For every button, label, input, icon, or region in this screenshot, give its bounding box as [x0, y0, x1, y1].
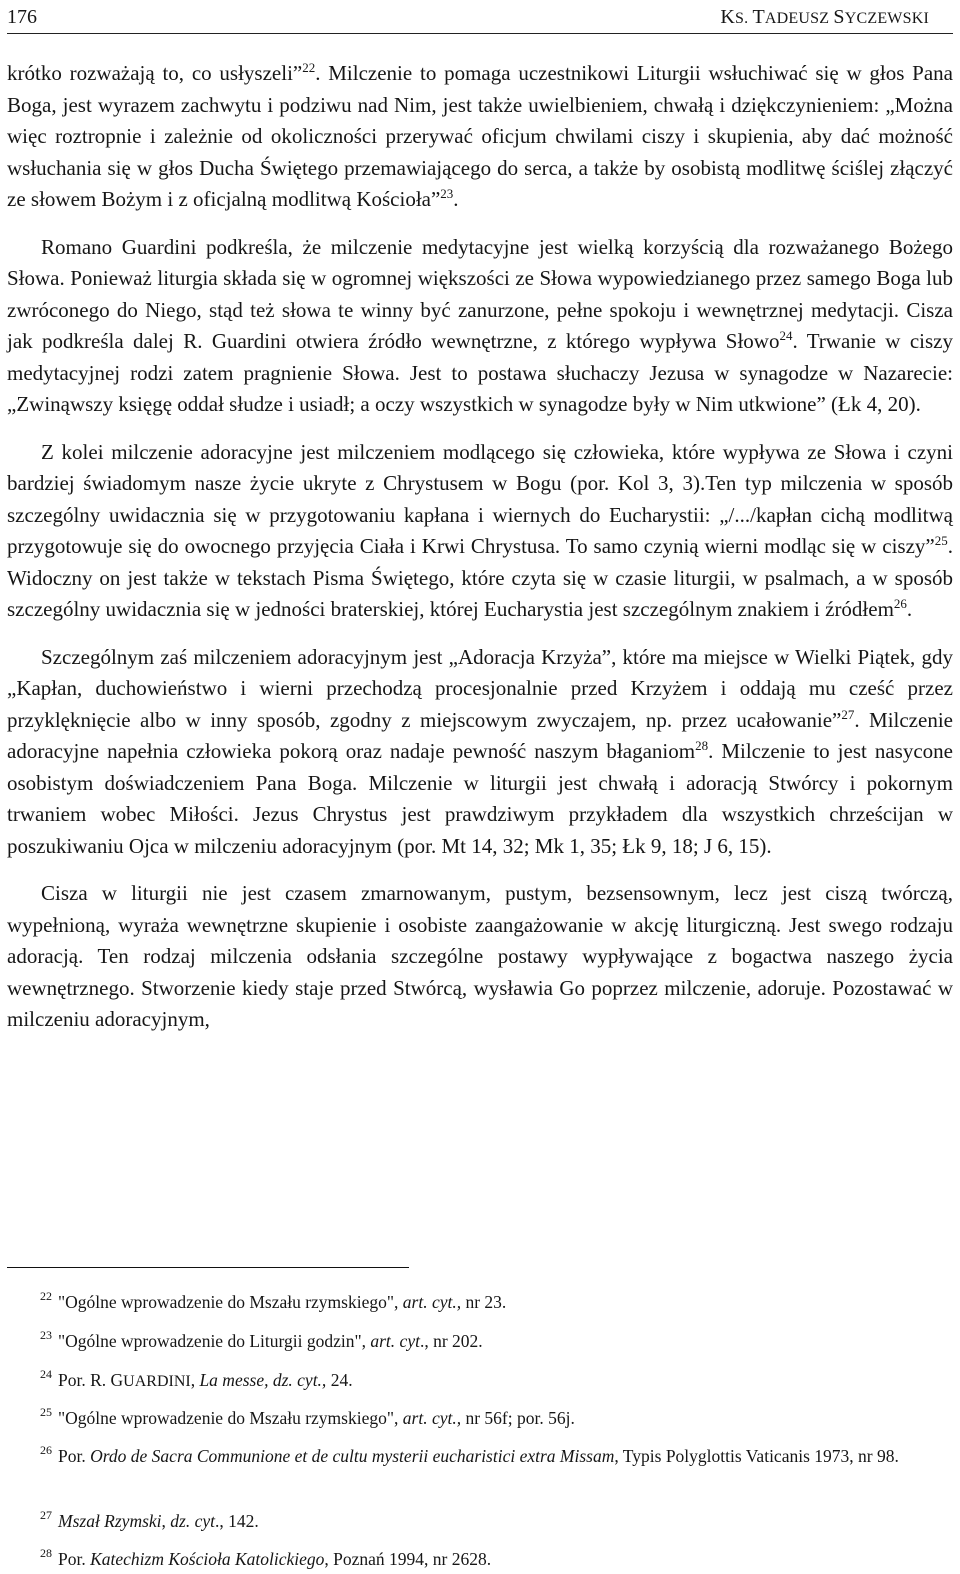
running-header [7, 3, 953, 34]
footnote-26: $^{26}$ Por. Ordo de Sacra Communione et de cultu mysterii eucharistici extra Missam, Typis Polyglottis Vaticanis 1973, nr 98. [40, 1443, 899, 1466]
footnote-ref-25: 25 [934, 532, 948, 548]
body-text [7, 58, 953, 1052]
paragraph-4: Szczególnym zaś milczeniem adoracyjnym jest „Adoracja Krzyża”, które ma miejsce w Wielki Piątek, gdy „Kapłan, duchowieństwo i wierni przechodzą procesjonalnie przed Krzyżem i oddają mu cześć przez przyklęknięcie albo w inny sposób, zgodny z miejscowym zwyczajem, np. przez ucałowanie”$^{27}$. Milczenie adoracyjne napełnia człowieka pokorą oraz nadaje pewność naszym błaganiom$^{28}$. Milczenie to jest nasycone osobistym doświadczeniem Pana Boga. Milczenie w liturgii jest chwałą i adoracją Stwórcy i pokornym trwaniem wobec Miłości. Jezus Chrystus jest prawdziwym przykładem dla wszystkich chrześcijan w poszukiwaniu Ojca w milczeniu adoracyjnym (por. Mt 14, 32; Mk 1, 35; Łk 9, 18; J 6, 15). [7, 644, 953, 858]
footnote-25: $^{25}$ "Ogólne wprowadzenie do Mszału rzymskiego", art. cyt., nr 56f; por. 56j. [40, 1405, 575, 1428]
footnote-24: $^{24}$ Por. R. GUARDINI, La messe, dz. cyt., 24. [40, 1367, 353, 1390]
footnote-ref-22: 22 [302, 59, 316, 75]
paragraph-5: Cisza w liturgii nie jest czasem zmarnowanym, pustym, bezsensownym, lecz jest ciszą twórczą, wypełnioną, wyraża wewnętrzne skupienie i osobiste zaangażowanie w akcję liturgiczną. Jest swego rodzaju adoracją. Ten rodzaj milczenia odsłania szczególne postawy wypływające z bogactwa naszego życia wewnętrznego. Stworzenie kiedy staje przed Stwórcą, wysławia Go poprzez milczenie, adoruje. Pozostawać w milczeniu adoracyjnym, [7, 881, 953, 1031]
author-header: KS. TADEUSZ SYCZEWSKI [720, 6, 929, 28]
footnote-28: $^{28}$ Por. Katechizm Kościoła Katolickiego, Poznań 1994, nr 2628. [40, 1546, 492, 1569]
footnote-ref-28: 28 [695, 737, 709, 753]
paragraph-3: Z kolei milczenie adoracyjne jest milczeniem modlącego się człowieka, które wypływa ze Słowa i czyni bardziej świadomym nasze życie ukryte z Chrystusem w Bogu (por. Kol 3, 3).Ten typ milczenia w sposób szczególny uwidacznia się w przygotowaniu kapłana i wiernych do Eucharystii: „/.../kapłan cichą modlitwą przygotowuje się do owocnego przyjęcia Ciała i Krwi Chrystusa. To samo czynią wierni modląc się w ciszy”$^{25}$. Widoczny on jest także w tekstach Pisma Świętego, które czyta się w czasie liturgii, w psalmach, a w sposób szczególny uwidacznia się w jedności braterskiej, której Eucharystia jest szczególnym znakiem i źródłem$^{26}$. [7, 439, 953, 621]
page-number: 176 [7, 6, 37, 28]
footnote-23: $^{23}$ "Ogólne wprowadzenie do Liturgii godzin", art. cyt., nr 202. [40, 1328, 483, 1351]
footnote-separator [7, 1267, 409, 1268]
footnote-ref-24: 24 [779, 327, 793, 343]
footnote-27: $^{27}$ Mszał Rzymski, dz. cyt., 142. [40, 1508, 259, 1531]
footnote-ref-23: 23 [440, 185, 454, 201]
paragraph-2: Romano Guardini podkreśla, że milczenie medytacyjne jest wielką korzyścią dla rozważanego Bożego Słowa. Ponieważ liturgia składa się w ogromnej większości ze Słowa wypowiedzianego przez samego Boga lub zwróconego do Niego, stąd też słowa te winny być zanurzone, pełne spokoju i wewnętrznej medytacji. Cisza jak podkreśla dalej R. Guardini otwiera źródło wewnętrzne, z którego wypływa Słowo$^{24}$. Trwanie w ciszy medytacyjnej rodzi zatem pragnienie Słowa. Jest to postawa słuchaczy Jezusa w synagodze w Nazarecie: „Zwinąwszy księgę oddał słudze i usiadł; a oczy wszystkich w synagodze były w Nim utkwione” (Łk 4, 20). [7, 234, 953, 416]
footnote-ref-26: 26 [893, 595, 907, 611]
footnote-ref-27: 27 [841, 706, 855, 722]
paragraph-1: krótko rozważają to, co usłyszeli”$^{22}$. Milczenie to pomaga uczestnikowi Liturgii wsłuchiwać się w głos Pana Boga, jest wyrazem zachwytu i podziwu nad Nim, jest także uwielbieniem, chwałą i dziękczynieniem: „Można więc roztropnie i zależnie od okoliczności przerywać oficjum chwilami ciszy i skupienia, aby dać możność wsłuchania się w głos Ducha Świętego przemawiającego do serca, a także by osobistą modlitwę ściślej złączyć ze słowem Bożym i z oficjalną modlitwą Kościoła”$^{23}$. [7, 59, 954, 211]
footnote-22: $^{22}$ "Ogólne wprowadzenie do Mszału rzymskiego", art. cyt., nr 23. [40, 1289, 507, 1312]
